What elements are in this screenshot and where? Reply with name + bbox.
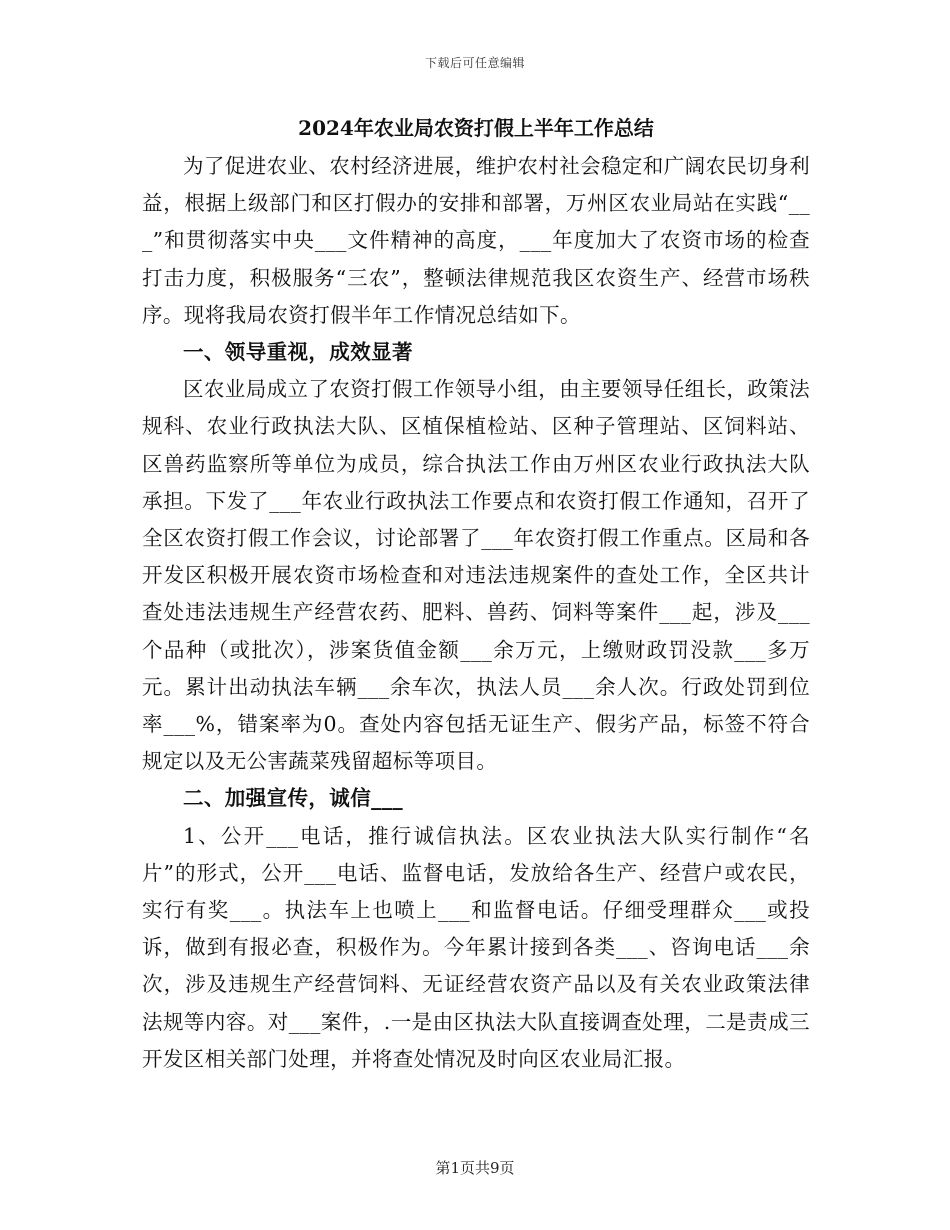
section-2-heading: 二、加强宣传，诚信___ xyxy=(183,786,404,811)
document-content xyxy=(142,114,810,1078)
page-number: 第1页共9页 xyxy=(435,1159,515,1177)
intro-paragraph: 为了促进农业、农村经济进展，维护农村社会稳定和广阔农民切身利益，根据上级部门和区打假办的安排和部署，万州区农业局站在实践“___”和贯彻落实中央___文件精神的高度，___年度加大了农资市场的检查打击力度，积极服务“三农”，整顿法律规范我区农资生产、经营市场秩序。现将我局农资打假半年工作情况总结如下。 xyxy=(142,154,810,327)
document-title: 2024年农业局农资打假上半年工作总结 xyxy=(298,116,654,140)
section-1-heading: 一、领导重视，成效显著 xyxy=(183,340,413,365)
header-note: 下载后可任意编辑 xyxy=(424,56,525,70)
section-2-item-1-paragraph: 1、公开___电话，推行诚信执法。区农业执法大队实行制作“名片”的形式，公开___电话、监督电话，发放给各生产、经营户或农民，实行有奖___。执法车上也喷上___和监督电话。仔细受理群众___或投诉，做到有报必查，积极作为。今年累计接到各类___、咨询电话___余次，涉及违规生产经营饲料、无证经营农资产品以及有关农业政策法律法规等内容。对___案件，.一是由区执法大队直接调查处理，二是责成三开发区相关部门处理，并将查处情况及时向区农业局汇报。 xyxy=(142,823,810,1071)
section-1-paragraph: 区农业局成立了农资打假工作领导小组，由主要领导任组长，政策法规科、农业行政执法大队、区植保植检站、区种子管理站、区饲料站、区兽药监察所等单位为成员，综合执法工作由万州区农业行政执法大队承担。下发了___年农业行政执法工作要点和农资打假工作通知，召开了全区农资打假工作会议，讨论部署了___年农资打假工作重点。区局和各开发区积极开展农资市场检查和对违法违规案件的查处工作，全区共计查处违法违规生产经营农药、肥料、兽药、饲料等案件___起，涉及___个品种（或批次），涉案货值金额___余万元，上缴财政罚没款___多万元。累计出动执法车辆___余车次，执法人员___余人次。行政处罚到位率___%，错案率为0。查处内容包括无证生产、假劣产品，标签不符合规定以及无公害蔬菜残留超标等项目。 xyxy=(142,377,810,774)
